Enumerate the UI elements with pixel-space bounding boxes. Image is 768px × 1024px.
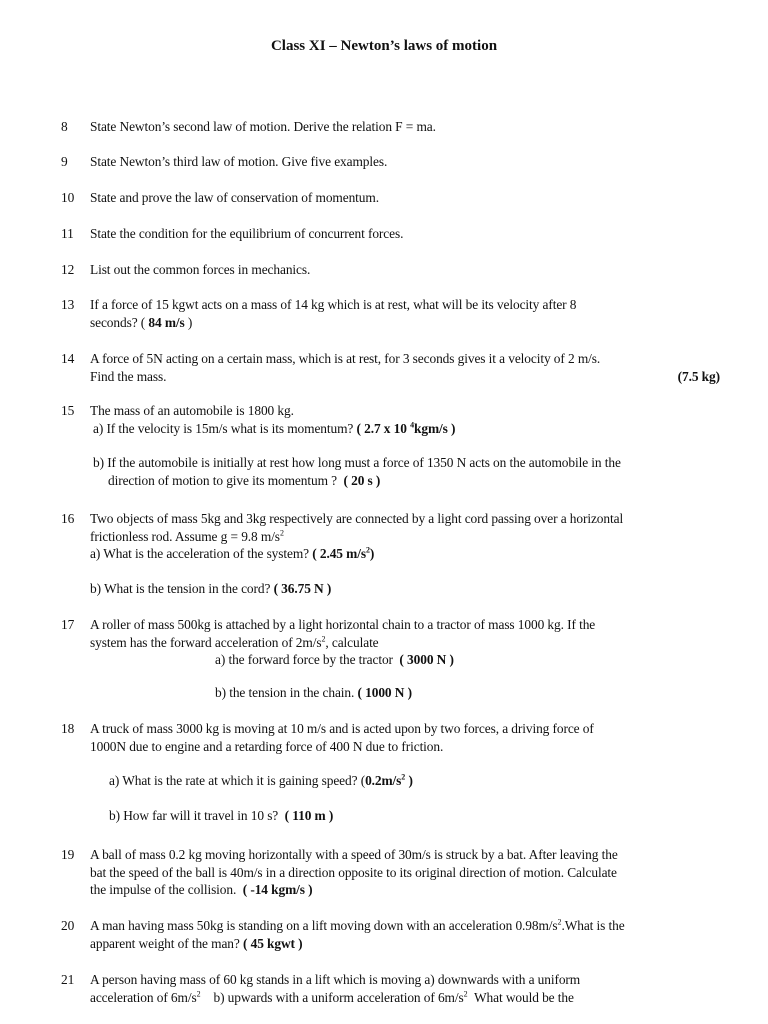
question-number: 21 xyxy=(61,972,75,987)
question-text: A truck of mass 3000 kg is moving at 10 m/s and is acted upon by two forces, a driving force of xyxy=(90,721,594,736)
question-text: If a force of 15 kgwt acts on a mass of 14 kg which is at rest, what will be its velocity after 8 xyxy=(90,297,577,312)
question-number: 18 xyxy=(61,721,75,736)
question-text: State and prove the law of conservation of momentum. xyxy=(90,190,379,205)
question-19 xyxy=(61,846,711,899)
answer: ( 45 kgwt ) xyxy=(243,935,303,951)
subquestion-b: b) the tension in the chain. xyxy=(215,684,355,700)
page-title: Class XI – Newton’s laws of motion xyxy=(270,38,498,54)
subquestion-b: b) What is the tension in the cord? xyxy=(90,580,271,596)
question-text: List out the common forces in mechanics. xyxy=(90,262,311,277)
question-text: The mass of an automobile is 1800 kg. xyxy=(90,403,294,418)
question-number: 9 xyxy=(61,154,68,169)
question-text: apparent weight of the man? xyxy=(90,935,240,951)
question-number: 12 xyxy=(61,262,75,277)
answer: ( 2.45 $m/s^2$) xyxy=(312,545,375,561)
question-text: Find the mass. xyxy=(90,368,167,384)
question-number: 15 xyxy=(61,403,75,418)
question-number: 14 xyxy=(61,351,75,366)
answer: ( 3000 N ) xyxy=(399,652,454,667)
question-text: State Newton’s third law of motion. Give five examples. xyxy=(90,154,388,169)
question-number: 11 xyxy=(61,226,74,241)
question-text: system has the forward acceleration of 2m/s xyxy=(90,634,322,650)
question-21: 21 A person having mass of 60 kg stands in a lift which is moving a) downwards with a uniform acceleration of $6m/s^2$ b) upwards with a uniform acceleration of $6m/s^2$ What would be the xyxy=(61,971,711,1006)
question-text: State the condition for the equilibrium of concurrent forces. xyxy=(90,226,404,241)
question-number: 13 xyxy=(61,297,75,312)
question-14 xyxy=(61,350,720,385)
answer: $0.2m/s^2$ ) xyxy=(365,772,413,788)
question-text: Two objects of mass 5kg and 3kg respectively are connected by a light cord passing over a horizontal xyxy=(90,511,624,526)
subquestion-b: direction of motion to give its momentum ? xyxy=(108,472,337,488)
answer: ( -14 kgm/s ) xyxy=(242,882,313,897)
question-text: acceleration of 6m/s xyxy=(90,989,197,1005)
question-10 xyxy=(61,189,711,207)
question-text: A person having mass of 60 kg stands in a lift which is moving a) downwards with a uniform xyxy=(90,972,581,987)
answer: 84 m/s xyxy=(148,314,185,330)
question-8 xyxy=(61,118,711,136)
answer: ( 36.75 N ) xyxy=(273,580,332,596)
question-12 xyxy=(61,261,711,279)
question-18 xyxy=(61,720,711,824)
subquestion-a: a) What is the acceleration of the system? xyxy=(90,546,310,561)
question-text: the impulse of the collision. xyxy=(90,882,237,897)
answer: (7.5 kg) xyxy=(677,368,720,384)
question-number: 8 xyxy=(61,119,68,134)
answer-bracket: ) xyxy=(187,314,193,330)
question-15 xyxy=(61,402,711,489)
question-text: State Newton’s second law of motion. Derive the relation F = ma. xyxy=(90,119,436,134)
question-text: A man having mass 50kg is standing on a lift moving down with an acceleration 0.98m/s xyxy=(90,918,558,933)
question-17: 17 A roller of mass 500kg is attached by a light horizontal chain to a tractor of mass 1000 kg. If the system has the forward acceleration of $2m/s^2$, calculate a) the forward force by the tractor ( 3000 N ) b) the tension in the chain. ( 1000 N ) xyxy=(61,616,711,701)
question-text: A ball of mass 0.2 kg moving horizontally with a speed of 30m/s is struck by a bat. After leaving the xyxy=(90,847,618,862)
answer: ( 110 m ) xyxy=(284,807,334,823)
question-number: 17 xyxy=(61,617,75,632)
question-20: 20 A man having mass 50kg is standing on a lift moving down with an acceleration $0.98m/s^2.What$ is the apparent weight of the man? ( 45 kgwt ) xyxy=(61,917,625,951)
answer: ( 20 s ) xyxy=(343,472,381,488)
subquestion-a: a) the forward force by the tractor xyxy=(215,652,393,667)
subquestion-b: b) If the automobile is initially at rest how long must a force of 1350 N acts on the automobile in the xyxy=(93,455,621,470)
question-text: 1000N due to engine and a retarding force of 400 N due to friction. xyxy=(90,738,444,754)
question-text: A force of 5N acting on a certain mass, which is at rest, for 3 seconds gives it a velocity of 2 m/s. xyxy=(90,351,601,366)
answer: ( 2.7 x 10 $^4$kgm/s ) xyxy=(356,420,456,436)
question-number: 20 xyxy=(61,918,75,933)
question-number: 16 xyxy=(61,511,75,526)
question-13 xyxy=(61,296,711,331)
question-text: A roller of mass 500kg is attached by a light horizontal chain to a tractor of mass 1000 kg. If the xyxy=(90,617,596,632)
subquestion-b: b) How far will it travel in 10 s? xyxy=(109,807,279,823)
subquestion-a: a) What is the rate at which it is gaining speed? ( xyxy=(109,773,366,788)
question-text: bat the speed of the ball is 40m/s in a direction opposite to its original direction of motion. Calculate xyxy=(90,864,617,880)
question-number: 19 xyxy=(61,847,75,862)
subquestion-a: a) If the velocity is 15m/s what is its momentum? xyxy=(93,420,354,436)
question-16: 16 Two objects of mass 5kg and 3kg respectively are connected by a light cord passing over a horizontal frictionless rod. Assume g = 9.8 $m/s^2$ a) What is the acceleration of the system? ( 2.45 $m/s^2$) b) What is the tension in the cord? ( 36.75 N ) xyxy=(61,510,711,597)
question-11 xyxy=(61,225,711,243)
question-number: 10 xyxy=(61,190,75,205)
question-text: frictionless rod. Assume g = 9.8 m/s xyxy=(90,528,280,544)
question-text: seconds? ( xyxy=(90,314,146,330)
question-9 xyxy=(61,153,711,171)
answer: ( 1000 N ) xyxy=(357,684,412,700)
